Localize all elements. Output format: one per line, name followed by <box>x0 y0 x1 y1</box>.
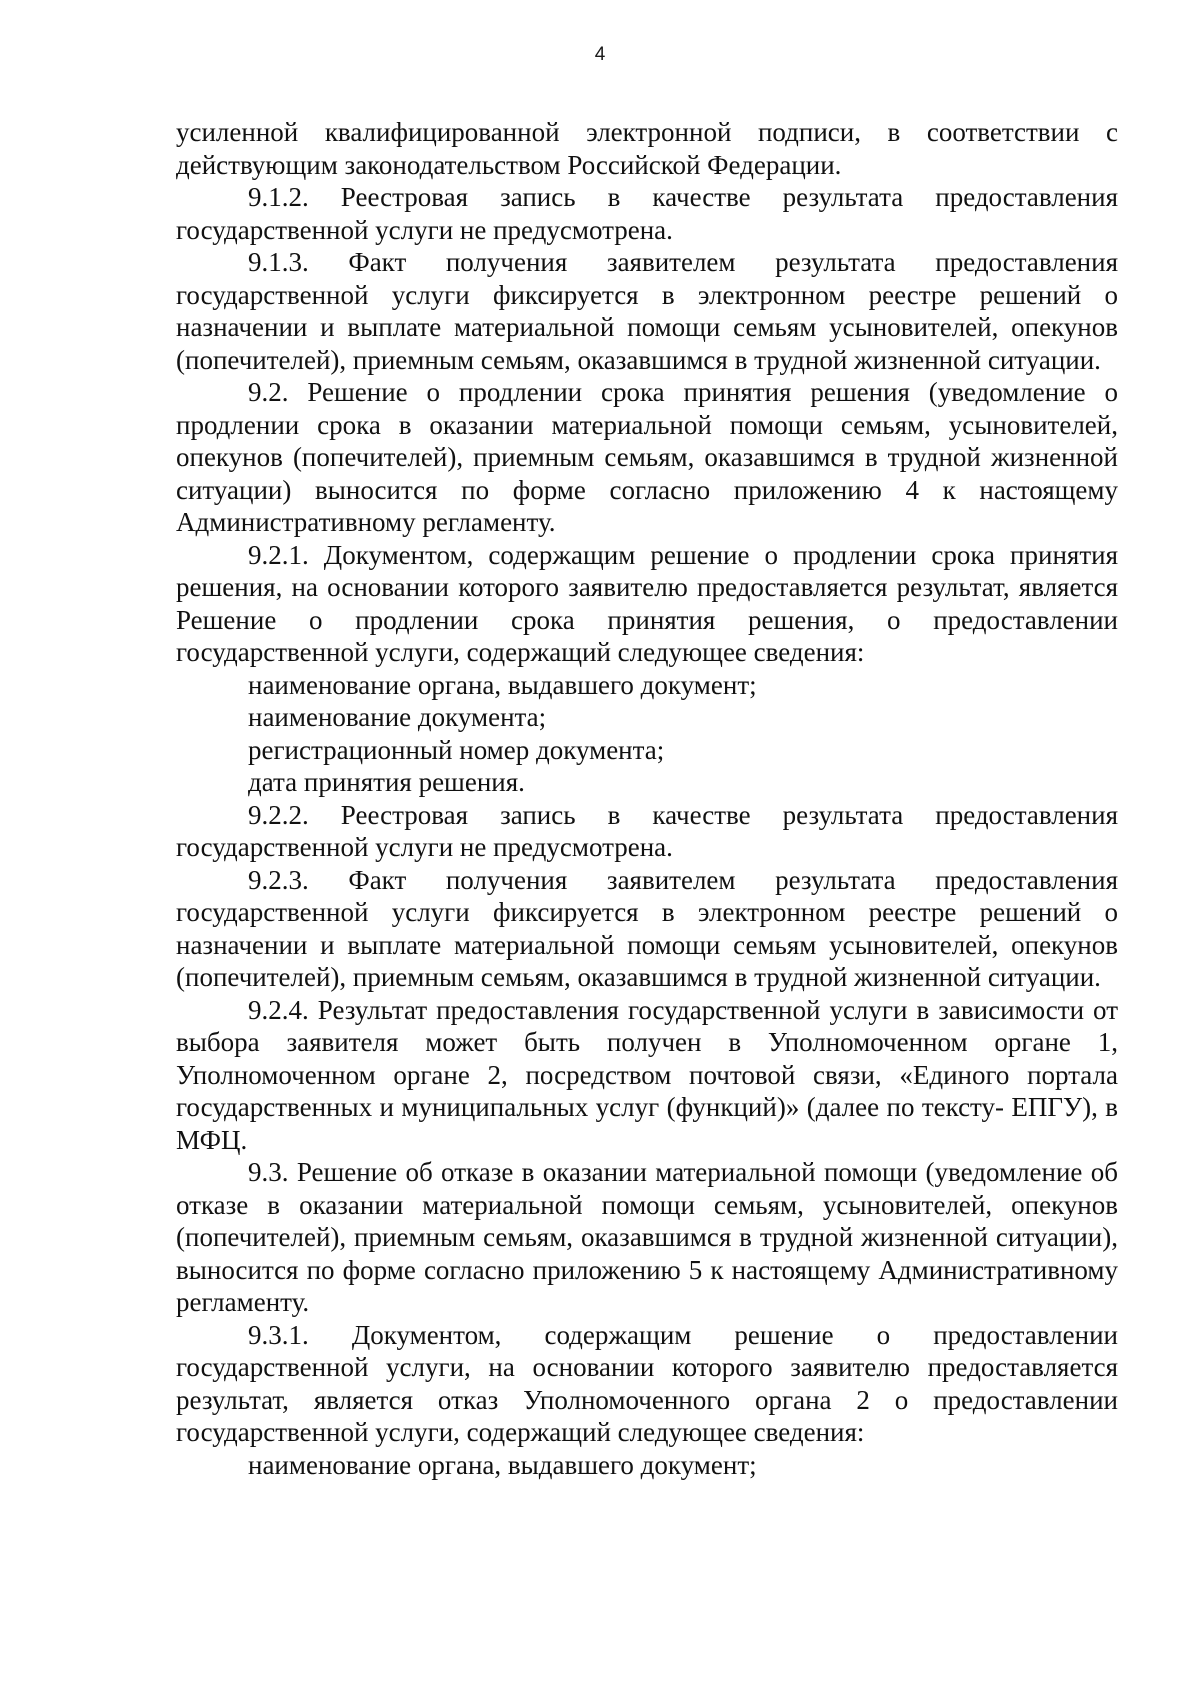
page-number: 4 <box>594 44 606 65</box>
paragraph-9-3: 9.3. Решение об отказе в оказании материальной помощи (уведомление об отказе в оказании материальной помощи семьям, усыновителей, опекунов (попечителей), приемным семьям, оказавшимся в трудной жизненной ситуации), выносится по форме согласно приложению 5 к настоящему Административному регламенту. <box>176 1157 1118 1317</box>
paragraph-9-3-1: 9.3.1. Документом, содержащим решение о предоставлении государственной услуги, на основании которого заявителю предоставляется результат, является отказ Уполномоченного органа 2 о предоставлении государственной услуги, содержащий следующее сведения: <box>176 1319 1118 1447</box>
paragraph-continuation: усиленной квалифицированной электронной подписи, в соответствии с действующим законодательством Российской Федерации. <box>176 117 1118 180</box>
list-item: наименование органа, выдавшего документ; <box>248 669 757 700</box>
document-body <box>176 116 1118 1481</box>
paragraph-9-2: 9.2. Решение о продлении срока принятия решения (уведомление о продлении срока в оказании материальной помощи семьям, усыновителей, опекунов (попечителей), приемным семьям, оказавшимся в трудной жизненной ситуации) выносится по форме согласно приложению 4 к настоящему Административному регламенту. <box>176 377 1118 537</box>
paragraph-9-2-4: 9.2.4. Результат предоставления государственной услуги в зависимости от выбора заявителя может быть получен в Уполномоченном органе 1, Уполномоченном органе 2, посредством почтовой связи, «Единого портала государственных и муниципальных услуг (функций)» (далее по тексту- ЕПГУ), в МФЦ. <box>176 994 1118 1155</box>
paragraph-9-2-1: 9.2.1. Документом, содержащим решение о продлении срока принятия решения, на основании которого заявителю предоставляется результат, является Решение о продлении срока принятия решения, о предоставлении государственной услуги, содержащий следующее сведения: <box>176 539 1118 667</box>
list-item: регистрационный номер документа; <box>248 734 665 765</box>
list-item: наименование документа; <box>248 702 547 732</box>
paragraph-9-2-3: 9.2.3. Факт получения заявителем результата предоставления государственной услуги фиксируется в электронном реестре решений о назначении и выплате материальной помощи семьям усыновителей, опекунов (попечителей), приемным семьям, оказавшимся в трудной жизненной ситуации. <box>176 864 1118 992</box>
paragraph-9-1-3: 9.1.3. Факт получения заявителем результата предоставления государственной услуги фиксируется в электронном реестре решений о назначении и выплате материальной помощи семьям усыновителей, опекунов (попечителей), приемным семьям, оказавшимся в трудной жизненной ситуации. <box>176 247 1118 375</box>
paragraph-9-1-2: 9.1.2. Реестровая запись в качестве результата предоставления государственной услуги не предусмотрена. <box>176 182 1118 245</box>
list-item: дата принятия решения. <box>248 767 525 797</box>
list-item: наименование органа, выдавшего документ; <box>248 1449 757 1480</box>
paragraph-9-2-2: 9.2.2. Реестровая запись в качестве результата предоставления государственной услуги не предусмотрена. <box>176 799 1118 862</box>
